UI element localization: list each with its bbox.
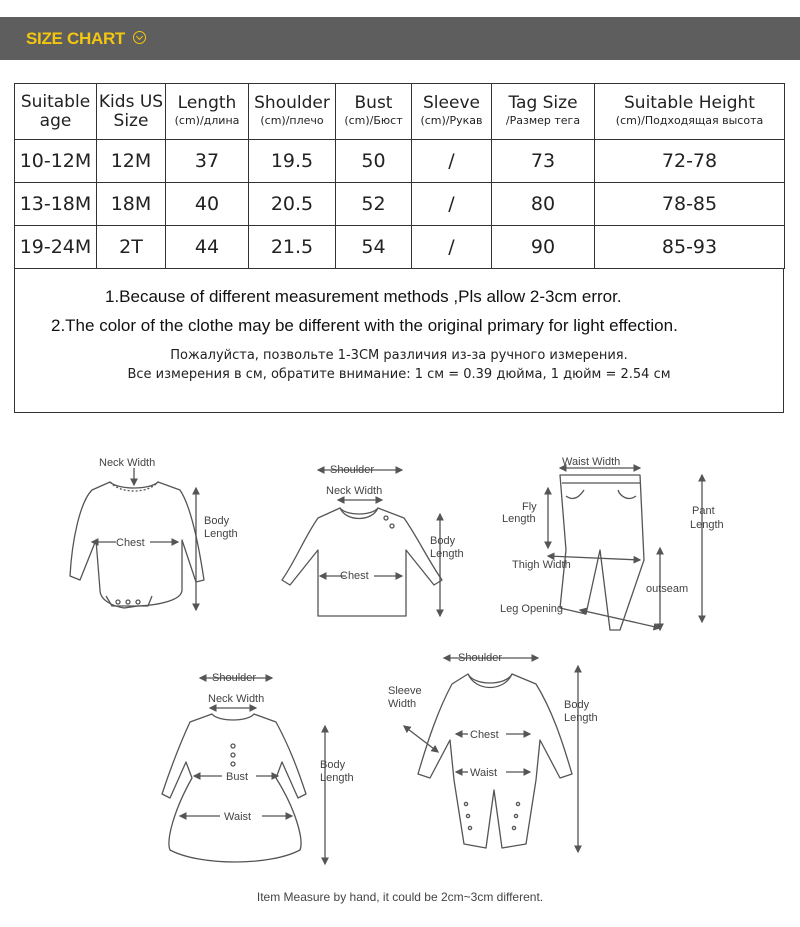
cell-age: 10-12M: [15, 140, 97, 183]
note-measurement-error: 1.Because of different measurement methods ,Pls allow 2-3cm error.: [105, 287, 622, 306]
cell-sleeve: /: [412, 140, 492, 183]
label-chest: Chest: [116, 537, 145, 549]
header-cell-bust: Bust (cm)/Бюст: [336, 84, 412, 140]
measurement-diagrams: [0, 430, 800, 885]
cell-age: 19-24M: [15, 226, 97, 269]
cell-sleeve: /: [412, 226, 492, 269]
cell-age: 13-18M: [15, 183, 97, 226]
label-length: Length: [430, 548, 464, 560]
table-row: [15, 226, 785, 269]
header-cell-size: Kids US Size: [97, 84, 166, 140]
label-neck-width: Neck Width: [326, 485, 383, 497]
label-body: Body: [430, 535, 456, 547]
label-length: Length: [204, 528, 238, 540]
cell-size: 2T: [97, 226, 166, 269]
cell-height: 78-85: [595, 183, 785, 226]
pants-diagram: [548, 468, 702, 630]
label-length: Length: [320, 772, 354, 784]
cell-height: 72-78: [595, 140, 785, 183]
label-thigh-width: Thigh Width: [512, 559, 571, 571]
header-cell-sleeve: Sleeve (cm)/Рукав: [412, 84, 492, 140]
label-shoulder: Shoulder: [458, 652, 503, 664]
header-cell-tag-size: Tag Size /Размер тега: [492, 84, 595, 140]
cell-size: 18M: [97, 183, 166, 226]
cell-length: 44: [166, 226, 249, 269]
header-cell-age: Suitable age: [15, 84, 97, 140]
cell-size: 12M: [97, 140, 166, 183]
cell-height: 85-93: [595, 226, 785, 269]
header-cell-shoulder: Shoulder (cm)/плечо: [249, 84, 336, 140]
header-bar: [0, 17, 800, 60]
label-chest: Chest: [340, 570, 369, 582]
romper-diagram: [404, 658, 578, 852]
cell-bust: 52: [336, 183, 412, 226]
label-sleeve: Sleeve: [388, 685, 422, 697]
cell-bust: 50: [336, 140, 412, 183]
label-sleeve-width: Width: [388, 698, 417, 710]
label-neck-width: Neck Width: [99, 457, 156, 469]
label-waist-width: Waist Width: [562, 456, 621, 468]
note-color-difference: 2.The color of the clothe may be different with the original primary for light effection.: [51, 316, 678, 335]
label-waist: Waist: [470, 767, 498, 779]
cell-sleeve: /: [412, 183, 492, 226]
cell-length: 37: [166, 140, 249, 183]
page-title: SIZE CHART: [26, 29, 126, 48]
label-waist: Waist: [224, 811, 252, 823]
label-outseam: outseam: [646, 583, 689, 595]
table-row: [15, 183, 785, 226]
label-length: Length: [564, 712, 598, 724]
cell-length: 40: [166, 183, 249, 226]
circle-chevron-down-icon: [133, 31, 146, 44]
header-cell-height: Suitable Height (cm)/Подходящая высота: [595, 84, 785, 140]
label-fly: Fly: [522, 501, 537, 513]
note-russian-units: Все измерения в см, обратите внимание: 1 см = 0.39 дюйма, 1 дюйм = 2.54 см: [127, 367, 671, 382]
label-shoulder: Shoulder: [212, 672, 257, 684]
table-header-row: [15, 84, 785, 140]
cell-shoulder: 20.5: [249, 183, 336, 226]
label-body: Body: [320, 759, 346, 771]
cell-tag-size: 80: [492, 183, 595, 226]
cell-tag-size: 90: [492, 226, 595, 269]
cell-shoulder: 19.5: [249, 140, 336, 183]
label-shoulder: Shoulder: [330, 464, 375, 476]
cell-shoulder: 21.5: [249, 226, 336, 269]
cell-tag-size: 73: [492, 140, 595, 183]
label-fly-length: Length: [502, 513, 536, 525]
table-row: [15, 140, 785, 183]
label-pant-length: Length: [690, 519, 724, 531]
label-neck-width: Neck Width: [208, 693, 265, 705]
cell-bust: 54: [336, 226, 412, 269]
notes-box: [14, 268, 784, 413]
size-chart-table: [14, 83, 785, 269]
note-russian-error: Пожалуйста, позвольте 1-3CM различия из-за ручного измерения.: [170, 348, 628, 363]
label-bust: Bust: [226, 771, 249, 783]
label-leg-opening: Leg Opening: [500, 603, 563, 615]
footer-note: Item Measure by hand, it could be 2cm~3cm different.: [256, 890, 544, 904]
label-chest: Chest: [470, 729, 499, 741]
header-cell-length: Length (cm)/длина: [166, 84, 249, 140]
label-body: Body: [204, 515, 230, 527]
label-pant: Pant: [692, 505, 715, 517]
label-body: Body: [564, 699, 590, 711]
